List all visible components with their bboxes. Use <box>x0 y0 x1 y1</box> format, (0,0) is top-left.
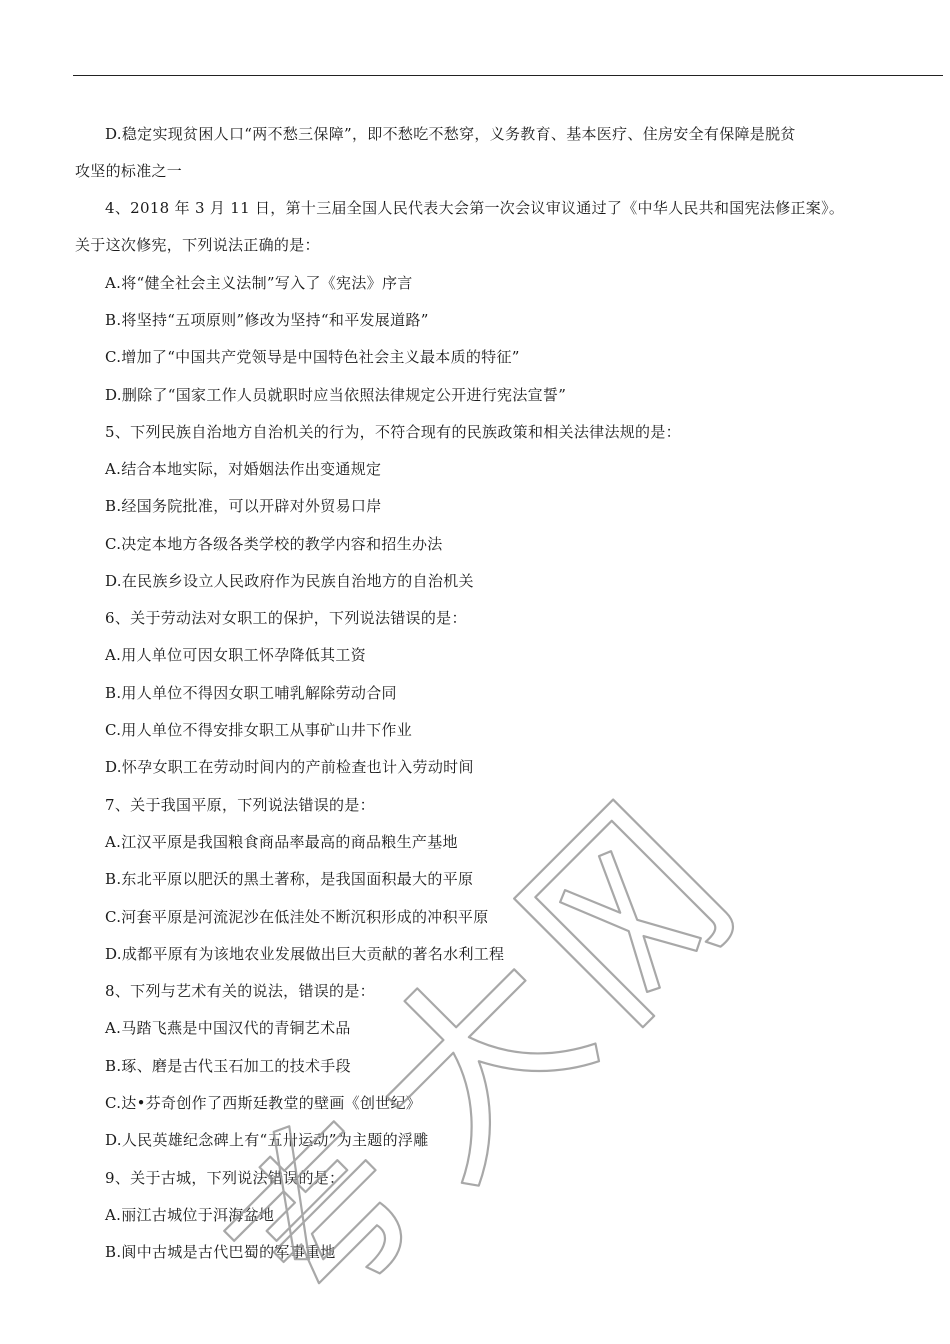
option-3d-line-1: D.稳定实现贫困人口“两不愁三保障”，即不愁吃不愁穿，义务教育、基本医疗、住房安全有保障是脱贫 <box>105 125 796 143</box>
question-4-line-2: 关于这次修宪，下列说法正确的是： <box>75 236 320 254</box>
option-5a: A.结合本地实际，对婚姻法作出变通规定 <box>105 460 382 478</box>
question-6: 6、关于劳动法对女职工的保护，下列说法错误的是： <box>105 609 467 627</box>
option-4b: B.将坚持“五项原则”修改为坚持“和平发展道路” <box>105 311 429 329</box>
option-6b: B.用人单位不得因女职工哺乳解除劳动合同 <box>105 684 397 702</box>
option-9a: A.丽江古城位于洱海盆地 <box>105 1206 275 1224</box>
option-8b: B.琢、磨是古代玉石加工的技术手段 <box>105 1057 351 1075</box>
question-5: 5、下列民族自治地方自治机关的行为，不符合现有的民族政策和相关法律法规的是： <box>105 423 681 441</box>
option-4d: D.删除了“国家工作人员就职时应当依照法律规定公开进行宪法宣誓” <box>105 386 567 404</box>
option-7b: B.东北平原以肥沃的黑土著称，是我国面积最大的平原 <box>105 870 474 888</box>
option-6a: A.用人单位可因女职工怀孕降低其工资 <box>105 646 367 664</box>
option-6c: C.用人单位不得安排女职工从事矿山井下作业 <box>105 721 413 739</box>
option-5c: C.决定本地方各级各类学校的教学内容和招生办法 <box>105 535 443 553</box>
header-rule <box>73 75 943 76</box>
question-4-line-1: 4、2018 年 3 月 11 日，第十三届全国人民代表大会第一次会议审议通过了《中华人民共和国宪法修正案》。 <box>105 199 845 217</box>
option-8d: D.人民英雄纪念碑上有“五卅运动”为主题的浮雕 <box>105 1131 429 1149</box>
option-6d: D.怀孕女职工在劳动时间内的产前检查也计入劳动时间 <box>105 758 474 776</box>
option-4c: C.增加了“中国共产党领导是中国特色社会主义最本质的特征” <box>105 348 520 366</box>
question-9: 9、关于古城，下列说法错误的是： <box>105 1169 345 1187</box>
option-7d: D.成都平原有为该地农业发展做出巨大贡献的著名水利工程 <box>105 945 505 963</box>
option-8c: C.达•芬奇创作了西斯廷教堂的壁画《创世纪》 <box>105 1094 422 1112</box>
option-5d: D.在民族乡设立人民政府作为民族自治地方的自治机关 <box>105 572 474 590</box>
question-8: 8、下列与艺术有关的说法，错误的是： <box>105 982 375 1000</box>
option-5b: B.经国务院批准，可以开辟对外贸易口岸 <box>105 497 382 515</box>
option-3d-line-2: 攻坚的标准之一 <box>75 162 183 180</box>
option-9b: B.阆中古城是古代巴蜀的军事重地 <box>105 1243 336 1261</box>
option-8a: A.马踏飞燕是中国汉代的青铜艺术品 <box>105 1019 351 1037</box>
option-4a: A.将“健全社会主义法制”写入了《宪法》序言 <box>105 274 413 292</box>
question-7: 7、关于我国平原，下列说法错误的是： <box>105 796 375 814</box>
option-7c: C.河套平原是河流泥沙在低洼处不断沉积形成的冲积平原 <box>105 908 489 926</box>
option-7a: A.江汉平原是我国粮食商品率最高的商品粮生产基地 <box>105 833 458 851</box>
